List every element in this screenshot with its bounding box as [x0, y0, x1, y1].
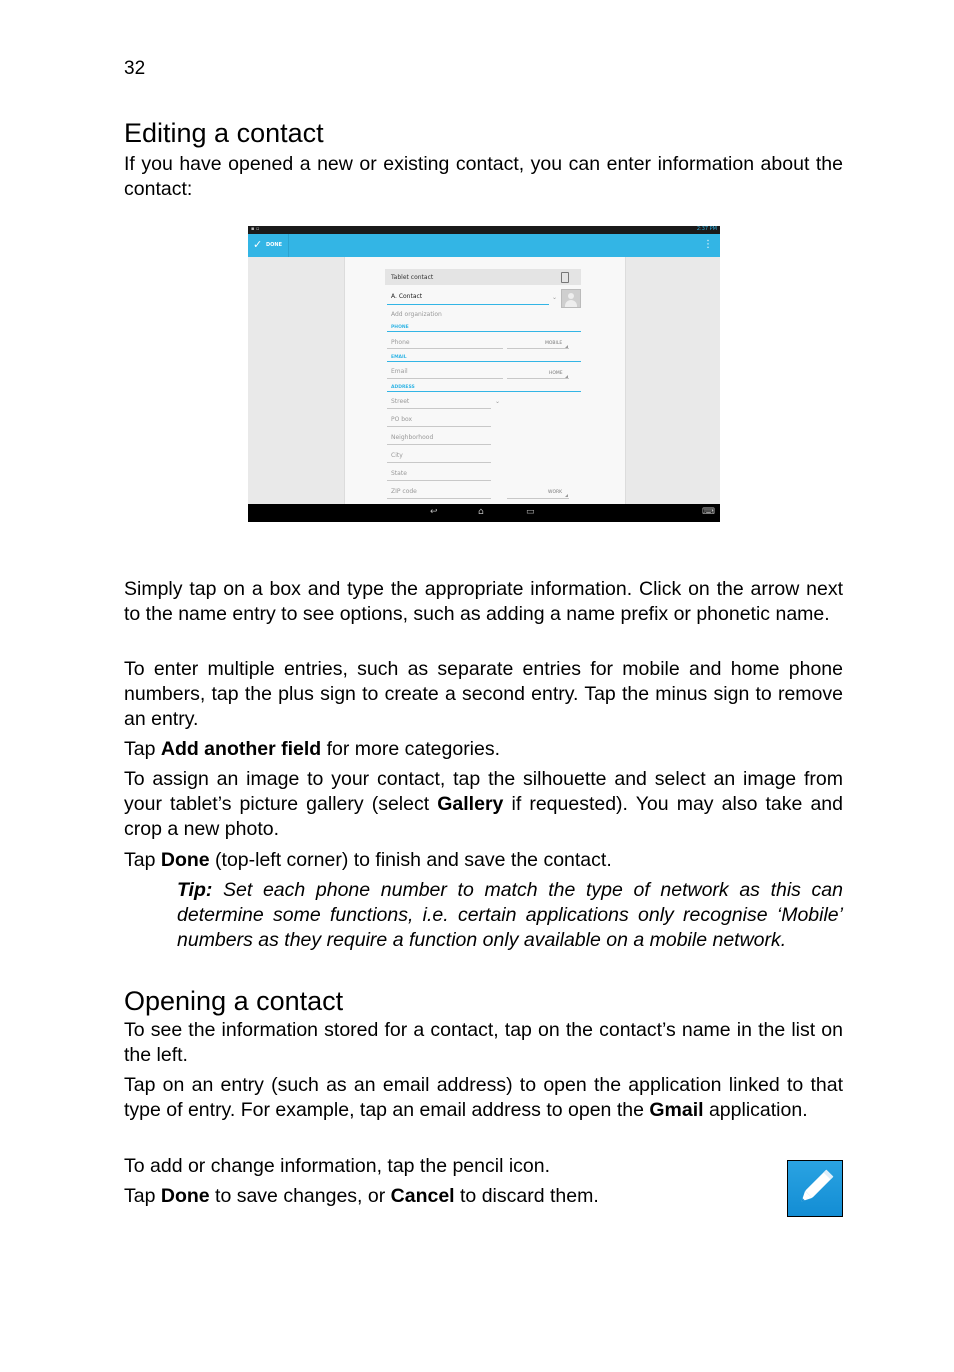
- paragraph-done: Tap Done (top-left corner) to finish and save the contact.: [124, 849, 612, 871]
- zip-underline: [387, 498, 491, 499]
- gallery-term: Gallery: [437, 793, 504, 815]
- paragraph-assign-image: To assign an image to your contact, tap the silhouette and select an image from your tablet’s picture gallery (select Gallery if requested). You may also take and crop a new photo.: [124, 768, 843, 840]
- tablet-icon: [561, 272, 569, 283]
- account-label: Tablet contact: [391, 274, 434, 281]
- phone-type-underline: [507, 348, 569, 349]
- paragraph-tap-box: Simply tap on a box and type the appropriate information. Click on the arrow next to the name entry to see options, such as adding a name prefix or phonetic name.: [124, 578, 843, 625]
- phone-underline: [387, 348, 503, 349]
- back-icon[interactable]: ↩: [430, 507, 438, 517]
- status-bar: [248, 226, 720, 234]
- paragraph-tap-entry: Tap on an entry (such as an email address) to open the application linked to that type of entry. For example, tap an email address to open the Gmail application.: [124, 1074, 843, 1121]
- contact-form: [344, 257, 626, 504]
- address-type-underline: [507, 498, 569, 499]
- name-underline: [387, 304, 549, 305]
- action-bar: [248, 234, 720, 257]
- email-section-divider: [387, 361, 581, 362]
- navigation-bar: [248, 504, 720, 522]
- paragraph-pencil: To add or change information, tap the pencil icon.: [124, 1155, 551, 1177]
- phone-section-divider: [387, 331, 581, 332]
- email-underline: [387, 378, 503, 379]
- phone-type-spinner[interactable]: MOBILE: [545, 341, 563, 346]
- zip-field[interactable]: ZIP code: [391, 488, 417, 495]
- email-field[interactable]: Email: [391, 368, 408, 375]
- state-underline: [387, 480, 491, 481]
- check-icon: ✓: [253, 238, 263, 251]
- done-button[interactable]: [248, 234, 289, 257]
- cancel-term: Cancel: [390, 1185, 455, 1207]
- address-section-divider: [387, 391, 581, 392]
- tip-note: Tip: Set each phone number to match the type of network as this can determine some functions, i.e. certain applications only recognise ‘Mobile’ numbers as they require a function only available on a mobile network.: [177, 879, 843, 951]
- paragraph-add-field: Tap Add another field for more categories.: [124, 738, 501, 760]
- recent-apps-icon[interactable]: ▭: [526, 507, 535, 517]
- address-spinner-corner: [565, 494, 568, 497]
- street-underline: [387, 408, 491, 409]
- section-heading-editing: Editing a contact: [124, 118, 324, 148]
- address-type-spinner[interactable]: WORK: [548, 490, 563, 495]
- paragraph-see-information: To see the information stored for a contact, tap on the contact’s name in the list on the left.: [124, 1019, 843, 1066]
- neighborhood-underline: [387, 444, 491, 445]
- po-box-field[interactable]: PO box: [391, 416, 413, 423]
- done-term: Done: [160, 849, 210, 871]
- city-underline: [387, 462, 491, 463]
- chevron-down-icon[interactable]: ⌄: [552, 294, 558, 301]
- overflow-menu-icon[interactable]: ⋮: [703, 239, 713, 250]
- notification-icons: ▪ ▫: [251, 226, 260, 232]
- section-heading-opening: Opening a contact: [124, 986, 344, 1016]
- account-header: [385, 269, 581, 285]
- pencil-icon: [787, 1160, 843, 1217]
- home-icon[interactable]: ⌂: [478, 507, 484, 517]
- email-type-spinner[interactable]: HOME: [549, 371, 563, 376]
- phone-field[interactable]: Phone: [391, 339, 410, 346]
- email-section-label: EMAIL: [391, 355, 407, 360]
- page-number: 32: [124, 58, 146, 79]
- tip-label: Tip:: [177, 879, 213, 901]
- status-time: 2:37 PM: [696, 226, 717, 232]
- street-chevron-icon[interactable]: ⌄: [495, 398, 501, 405]
- phone-section-label: PHONE: [391, 325, 409, 330]
- gmail-term: Gmail: [649, 1099, 704, 1121]
- city-field[interactable]: City: [391, 452, 403, 459]
- contact-edit-screenshot: [248, 226, 720, 522]
- done-label: DONE: [266, 242, 283, 248]
- done-term-2: Done: [160, 1185, 210, 1207]
- paragraph-multiple-entries: To enter multiple entries, such as separate entries for mobile and home phone numbers, tap the plus sign to create a second entry. Tap the minus sign to remove an entry.: [124, 658, 843, 730]
- intro-paragraph: If you have opened a new or existing contact, you can enter information about the contact:: [124, 153, 843, 200]
- contact-photo-silhouette[interactable]: [561, 289, 581, 308]
- email-type-underline: [507, 378, 569, 379]
- name-field[interactable]: A. Contact: [391, 293, 423, 300]
- keyboard-icon[interactable]: ⌨: [702, 507, 715, 517]
- add-organization-link[interactable]: Add organization: [391, 311, 442, 318]
- address-section-label: ADDRESS: [391, 385, 415, 390]
- neighborhood-field[interactable]: Neighborhood: [391, 434, 434, 441]
- add-another-field-term: Add another field: [160, 738, 322, 760]
- po-box-underline: [387, 426, 491, 427]
- state-field[interactable]: State: [391, 470, 407, 477]
- paragraph-done-cancel: Tap Done to save changes, or Cancel to discard them.: [124, 1185, 599, 1207]
- street-field[interactable]: Street: [391, 398, 410, 405]
